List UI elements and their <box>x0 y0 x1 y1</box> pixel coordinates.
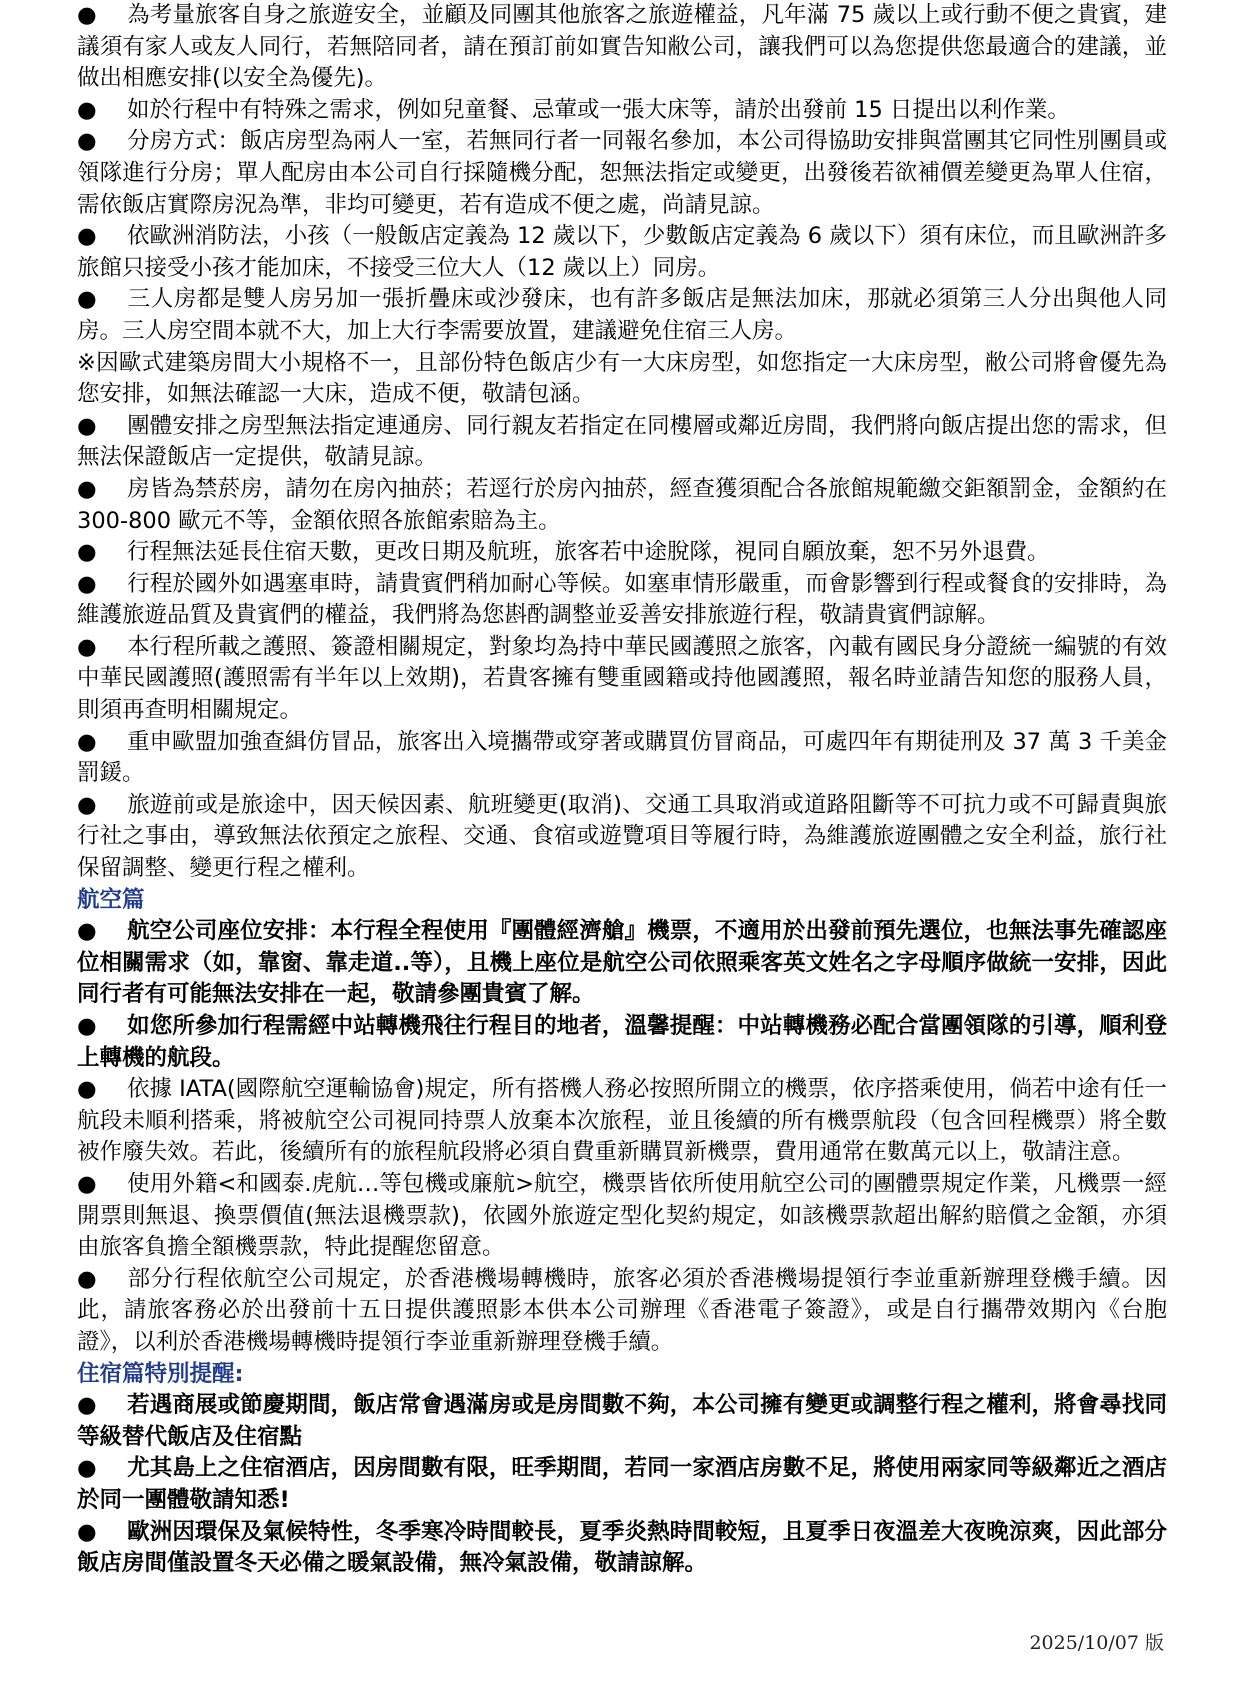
list-item <box>77 1074 1167 1169</box>
bullet-icon: ● <box>77 223 97 250</box>
item-text: 部分行程依航空公司規定，於香港機場轉機時，旅客必須於香港機場提領行李並重新辦理登機手續。因此，請旅客務必於出發前十五日提供護照影本供本公司辦理《香港電子簽證》，或是自行攜帶效期內《台胞證》，以利於香港機場轉機時提領行李並重新辦理登機手續。 <box>77 1265 1167 1355</box>
bullet-icon: ● <box>77 96 97 123</box>
list-item <box>77 1264 1167 1359</box>
section-heading-air: 航空篇 <box>77 886 145 913</box>
item-text: 分房方式：飯店房型為兩人一室，若無同行者一同報名參加，本公司得協助安排與當團其它同性別團員或領隊進行分房；單人配房由本公司自行採隨機分配，恕無法指定或變更，出發後若欲補價差變更為單人住宿，需依飯店實際房況為準，非均可變更，若有造成不便之處，尚請見諒。 <box>77 128 1167 218</box>
note-text: ※因歐式建築房間大小規格不一，且部份特色飯店少有一大床房型，如您指定一大床房型，敝公司將會優先為您安排，如無法確認一大床，造成不便，敬請包涵。 <box>77 349 1167 408</box>
item-text: 如於行程中有特殊之需求，例如兒童餐、忌葷或一張大床等，請於出發前 15 日提出以利作業。 <box>127 96 1070 123</box>
list-item <box>77 569 1167 632</box>
item-text: 依歐洲消防法，小孩（一般飯店定義為 12 歲以下，少數飯店定義為 6 歲以下）須有床位，而且歐洲許多旅館只接受小孩才能加床，不接受三位大人（12 歲以上）同房。 <box>77 223 1167 281</box>
list-item <box>77 790 1167 885</box>
bullet-icon: ● <box>77 1518 97 1545</box>
bullet-icon: ● <box>77 2 97 28</box>
bullet-icon: ● <box>77 1455 97 1482</box>
bullet-icon: ● <box>77 1013 97 1039</box>
list-item <box>77 632 1167 727</box>
bullet-icon: ● <box>77 1076 97 1103</box>
list-item <box>77 474 1167 537</box>
list-item <box>77 126 1167 221</box>
bullet-icon: ● <box>77 412 97 439</box>
bullet-icon: ● <box>77 1392 97 1419</box>
list-item <box>77 916 1167 1011</box>
list-item <box>77 95 1167 127</box>
list-item <box>77 411 1167 474</box>
list-item <box>77 0 1167 95</box>
item-text: 依據 IATA(國際航空運輸協會)規定，所有搭機人務必按照所開立的機票，依序搭乘使用，倘若中途有任一航段未順利搭乘，將被航空公司視同持票人放棄本次旅程，並且後續的所有機票航段（包含回程機票）將全數被作廢失效。若此，後續所有的旅程航段將必須自費重新購買新機票，費用通常在數萬元以上，敬請注意。 <box>77 1076 1167 1166</box>
item-text: 行程於國外如遇塞車時，請貴賓們稍加耐心等候。如塞車情形嚴重，而會影響到行程或餐食的安排時，為維護旅遊品質及貴賓們的權益，我們將為您斟酌調整並妥善安排旅遊行程，敬請貴賓們諒解。 <box>77 570 1167 629</box>
item-text: 重申歐盟加強查緝仿冒品，旅客出入境攜帶或穿著或購買仿冒商品，可處四年有期徒刑及 37 萬 3 千美金罰鍰。 <box>77 728 1167 787</box>
item-text: 使用外籍<和國泰.虎航…等包機或廉航>航空，機票皆依所使用航空公司的團體票規定作業，凡機票一經開票則無退、換票價值(無法退機票款)，依國外旅遊定型化契約規定，如該機票款超出解約賠償之金額，亦須由旅客負擔全額機票款，特此提醒您留意。 <box>77 1170 1167 1261</box>
document-page <box>77 0 1167 1580</box>
item-text: 旅遊前或是旅途中，因天候因素、航班變更(取消)、交通工具取消或道路阻斷等不可抗力或不可歸責與旅行社之事由，導致無法依預定之旅程、交通、食宿或遊覽項目等履行時，為維護旅遊團體之安全利益，旅行社保留調整、變更行程之權利。 <box>77 791 1167 882</box>
item-text: 行程無法延長住宿天數，更改日期及航班，旅客若中途脫隊，視同自願放棄，恕不另外退費。 <box>127 539 1050 566</box>
bullet-icon: ● <box>77 1170 97 1197</box>
list-item <box>77 727 1167 790</box>
list-item <box>77 284 1167 347</box>
bullet-icon: ● <box>77 539 97 566</box>
section-heading-hotel: 住宿篇特別提醒: <box>77 1360 244 1387</box>
item-text: 本行程所載之護照、簽證相關規定，對象均為持中華民國護照之旅客，內載有國民身分證統一編號的有效中華民國護照(護照需有半年以上效期)，若貴客擁有雙重國籍或持他國護照，報名時並請告知您的服務人員，則須再查明相關規定。 <box>77 633 1167 724</box>
item-text: 房皆為禁菸房，請勿在房內抽菸；若逕行於房內抽菸，經查獲須配合各旅館規範繳交鉅額罰金，金額約在 300-800 歐元不等，金額依照各旅館索賠為主。 <box>77 475 1167 534</box>
item-text: 航空公司座位安排：本行程全程使用『團體經濟艙』機票，不適用於出發前預先選位，也無法事先確認座位相關需求（如，靠窗、靠走道..等），且機上座位是航空公司依照乘客英文姓名之字母順序做統一安排，因此同行者有可能無法安排在一起，敬請參團貴賓了解。 <box>77 918 1167 1008</box>
bullet-icon: ● <box>77 918 97 945</box>
bullet-icon: ● <box>77 286 97 313</box>
item-text: 若遇商展或節慶期間，飯店常會遇滿房或是房間數不夠，本公司擁有變更或調整行程之權利，將會尋找同等級替代飯店及住宿點 <box>77 1392 1167 1450</box>
item-text: 為考量旅客自身之旅遊安全，並顧及同團其他旅客之旅遊權益，凡年滿 75 歲以上或行動不便之貴賓，建議須有家人或友人同行，若無陪同者，請在預訂前如實告知敝公司，讓我們可以為您提供您最適合的建議，並做出相應安排(以安全為優先)。 <box>77 2 1167 92</box>
item-text: 如您所參加行程需經中站轉機飛往行程目的地者，溫馨提醒：中站轉機務必配合當團領隊的引導，順利登上轉機的航段。 <box>77 1013 1167 1071</box>
bullet-icon: ● <box>77 728 97 755</box>
item-text: 歐洲因環保及氣候特性，冬季寒冷時間較長，夏季炎熱時間較短，且夏季日夜溫差大夜晚涼爽，因此部分飯店房間僅設置冬天必備之暖氣設備，無冷氣設備，敬請諒解。 <box>77 1518 1167 1577</box>
item-text: 團體安排之房型無法指定連通房、同行親友若指定在同樓層或鄰近房間，我們將向飯店提出您的需求，但無法保證飯店一定提供，敬請見諒。 <box>77 412 1167 471</box>
list-item <box>77 1453 1167 1516</box>
bullet-icon: ● <box>77 475 97 502</box>
list-item <box>77 1390 1167 1453</box>
version-footer: 2025/10/07 版 <box>1029 1632 1164 1654</box>
list-item <box>77 1517 1167 1580</box>
list-item <box>77 537 1167 569</box>
bullet-icon: ● <box>77 570 97 597</box>
bullet-icon: ● <box>77 128 97 155</box>
bullet-icon: ● <box>77 633 97 660</box>
bullet-icon: ● <box>77 791 97 818</box>
item-text: 三人房都是雙人房另加一張折疊床或沙發床，也有許多飯店是無法加床，那就必須第三人分出與他人同房。三人房空間本就不大，加上大行李需要放置，建議避免住宿三人房。 <box>77 286 1167 344</box>
list-item <box>77 1011 1167 1074</box>
item-text: 尤其島上之住宿酒店，因房間數有限，旺季期間，若同一家酒店房數不足，將使用兩家同等級鄰近之酒店於同一團體敬請知悉! <box>77 1455 1167 1513</box>
list-item <box>77 221 1167 284</box>
list-item <box>77 1169 1167 1264</box>
bullet-icon: ● <box>77 1265 97 1292</box>
